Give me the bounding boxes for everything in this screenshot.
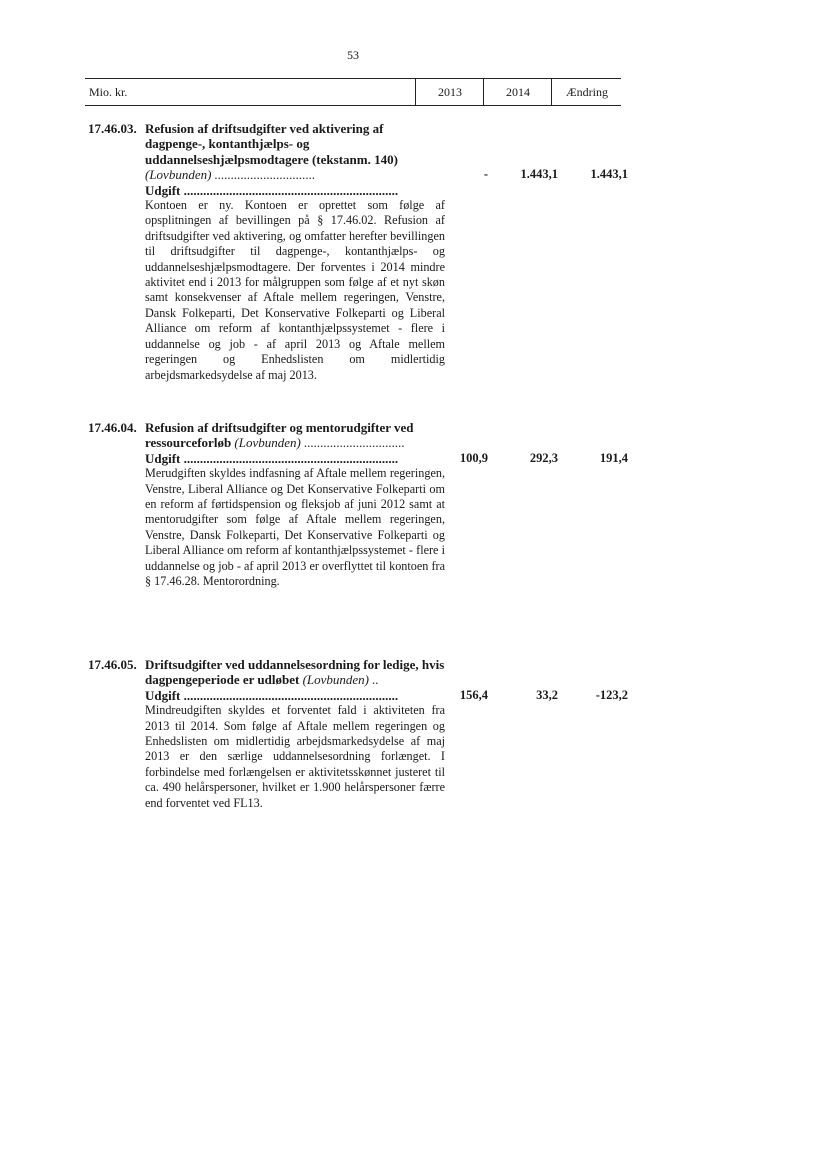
account-code: 17.46.05. [88,657,137,672]
page-number: 53 [347,48,359,62]
table-header [85,78,621,106]
value-2013: 156,4 [459,688,488,702]
account-code: 17.46.04. [88,420,137,435]
column-header-change: Ændring [551,79,622,105]
entry-body [145,657,445,811]
entry-title-suffix: (Lovbunden) ............................... [145,167,316,183]
value-2013: 100,9 [459,451,488,465]
entry-title [145,420,445,451]
entry-title-text: Driftsudgifter ved uddannelsesordning for ledige, hvis dagpengeperiode er udløbet [145,657,445,688]
column-header-2013: 2013 [415,79,484,105]
value-change: 1.443,1 [590,167,628,181]
value-change: 191,4 [599,451,628,465]
entry-body [145,121,445,383]
value-2014: 292,3 [529,451,558,465]
udgift-label: Udgift .................................................................. [145,687,399,703]
udgift-label: Udgift .................................................................. [145,182,399,198]
account-code: 17.46.03. [88,121,137,136]
unit-label: Mio. kr. [89,85,128,99]
value-2014: 1.443,1 [520,167,558,181]
entry-title-text: Refusion af driftsudgifter ved aktivering af dagpenge-, kontanthjælps- og uddannelseshjælpsmodtagere (tekstanm. 140) [145,121,398,167]
entry-title [145,121,445,183]
udgift-label: Udgift .................................................................. [145,450,399,466]
entry-title-suffix: (Lovbunden) ............................... [234,435,405,451]
value-2014: 33,2 [536,688,558,702]
entry-description: Merudgiften skyldes indfasning af Aftale mellem regeringen, Venstre, Liberal Alliance og Det Konservative Folkeparti om en reform af førtidspension og fleksjob af juni 2012 samt at mentorudgifter som følge af Aftale mellem regeringen, Venstre, Dansk Folkeparti, Det Konservative Folkeparti og Liberal Alliance om reform af kontanthjælpssystemet - flere i uddannelse og job - af april 2013 er overflyttet til kontoen fra § 17.46.28. Mentorordning. [145,466,445,589]
entry-title [145,657,445,688]
entry-description: Mindreudgiften skyldes et forventet fald i aktiviteten fra 2013 til 2014. Som følge af Aftale mellem regeringen og Enhedslisten om midlertidig arbejdsmarkedsydelse af maj 2013 er den særlige uddannelsesordning forlænget. I forbindelse med forlængelsen er aktivitetsskønnet justeret til ca. 490 helårspersoner, hvilket er 1.900 helårspersoner færre end forventet ved FL13. [145,703,445,810]
entry-title-text: Refusion af driftsudgifter og mentorudgifter ved ressourceforløb [145,420,414,451]
value-change: -123,2 [595,688,628,702]
entry-title-suffix: (Lovbunden) .. [302,672,379,688]
column-header-2014: 2014 [483,79,552,105]
value-2013: - [483,167,488,181]
entry-description: Kontoen er ny. Kontoen er oprettet som følge af opsplitningen af bevillingen på § 17.46.02. Refusion af driftsudgifter ved aktivering, og omfatter herefter bevillingen til driftsudgifter til dagpenge-, kontanthjælps- og uddannelseshjælpsmodtagere. Der forventes i 2014 mindre aktivitet end i 2013 for målgruppen som følge af et nyt skøn samt konsekvenser af Aftale mellem regeringen, Venstre, Dansk Folkeparti, Det Konservative Folkeparti og Liberal Alliance om reform af kontanthjælpssystemet - flere i uddannelse og job - af april 2013 og Aftale mellem regeringen og Enhedslisten om midlertidig arbejdsmarkedsydelse af maj 2013. [145,198,445,382]
entry-body [145,420,445,589]
